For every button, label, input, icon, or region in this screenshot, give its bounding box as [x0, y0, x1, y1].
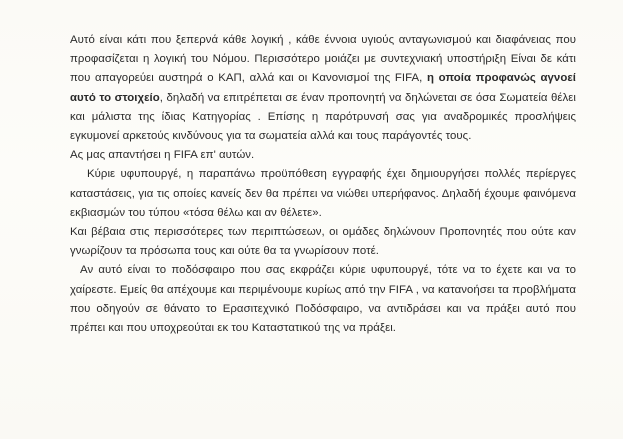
- paragraph-1-text-start: Αυτό είναι κάτι που ξεπερνά κάθε λογική , κάθε έννοια υγιούς ανταγωνισμού και διαφάνειας που προφασίζεται η λογική του Νόμου. Περισσότερο μοιάζει με συντεχνιακή υποστήριξη Είναι δε κάτι που απαγορεύει αυστηρά ο ΚΑΠ, αλλά και οι Κανονισμοί της FIFA,: [70, 34, 576, 85]
- paragraph-1-text-end: , δηλαδή να επιτρέπεται σε έναν προπονητή να δηλώνεται σε όσα Σωματεία θέλει και μάλιστα της ίδιας Κατηγορίας . Επίσης η παρότρυνσή σας για αναδρομικές προσλήψεις εγκυμονεί αρκετούς κινδύνους για τα σωματεία αλλά και τους παράγοντές τους.: [70, 91, 576, 143]
- paragraph-1: [70, 31, 576, 146]
- paragraph-1-bold-text: η οποία προφανώς αγνοεί αυτό το στοιχείο: [70, 72, 576, 104]
- paragraph-3: Κύριε υφυπουργέ, η παραπάνω προϋπόθεση εγγραφής έχει δημιουργήσει πολλές περίεργες καταστάσεις, για τις οποίες κανείς δεν θα πρέπει να νιώθει υπερήφανος. Δηλαδή έχουμε φαινόμενα εκβιασμών του τύπου «τόσα θέλω και αν θέλετε».: [70, 168, 576, 219]
- paragraph-5: Αν αυτό είναι το ποδόσφαιρο που σας εκφράζει κύριε υφυπουργέ, τότε να το έχετε και να το χαίρεστε. Εμείς θα απέχουμε και περιμένουμε κυρίως από την FIFA , να κατανοήσει τα προβλήματα που οδηγούν σε θάνατο το Ερασιτεχνικό Ποδόσφαιρο, να αντιδράσει και να πράξει αυτό που πρέπει και που υποχρεούται εκ του Καταστατικού της να πράξει.: [70, 264, 576, 335]
- paragraph-2: Ας μας απαντήσει η FIFA επ' αυτών.: [70, 149, 255, 162]
- paragraph-4: Και βέβαια στις περισσότερες των περιπτώσεων, οι ομάδες δηλώνουν Προπονητές που ούτε καν γνωρίζουν τα πρόσωπα τους και ούτε θα τα γνωρίσουν ποτέ.: [70, 226, 576, 258]
- letter-body: [70, 31, 576, 338]
